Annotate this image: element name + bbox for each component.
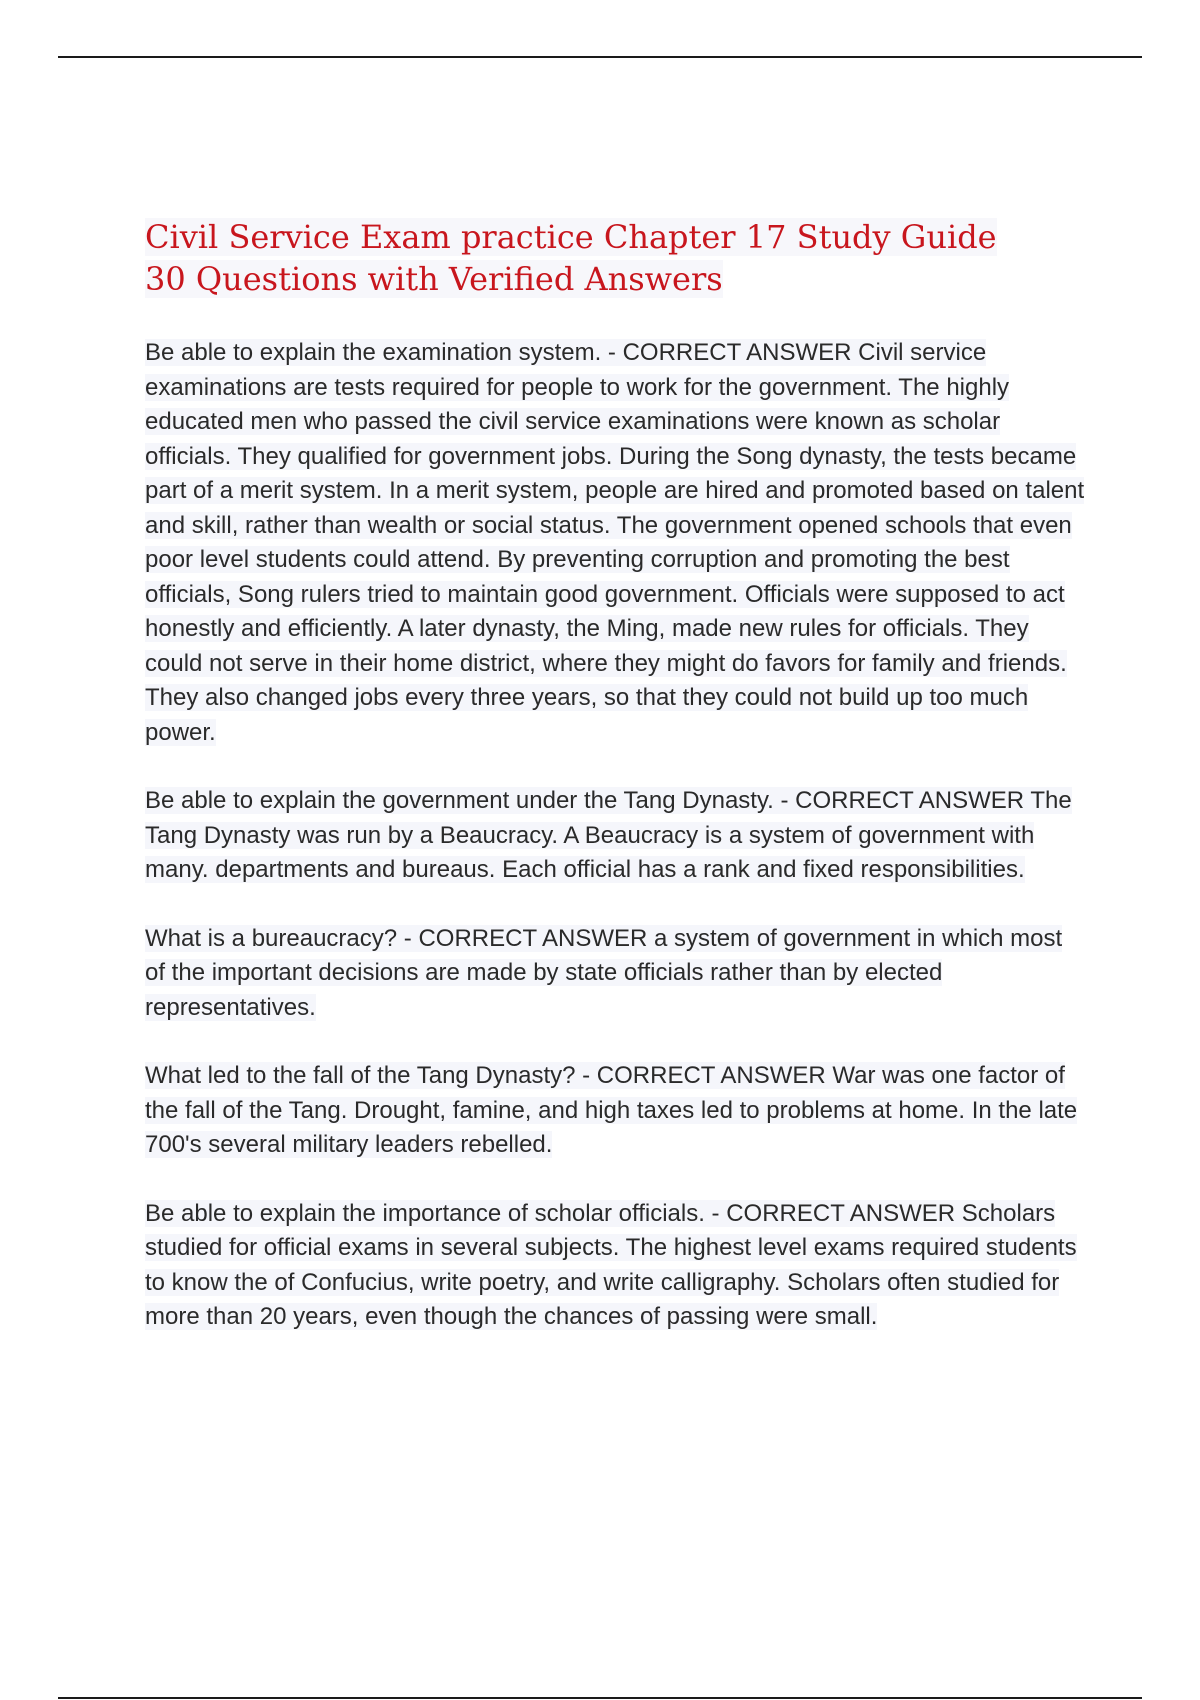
qa-entry-bureaucracy [145, 922, 1085, 1026]
bottom-rule [58, 1697, 1142, 1699]
qa-text: Be able to explain the importance of scholar officials. - CORRECT ANSWER Scholars studied for official exams in several subjects. The highest level exams required students to know the of Confucius, write poetry, and write calligraphy. Scholars often studied for more than 20 years, even though the chances of passing were small. [145, 1199, 1077, 1330]
qa-text: What led to the fall of the Tang Dynasty? - CORRECT ANSWER War was one factor of the fall of the Tang. Drought, famine, and high taxes led to problems at home. In the late 700's several military leaders rebelled. [145, 1062, 1078, 1158]
qa-entry-scholar-officials [145, 1197, 1085, 1335]
qa-entry-fall-of-tang [145, 1059, 1085, 1163]
document-body [145, 216, 1085, 1369]
qa-entry-tang-government [145, 784, 1085, 888]
qa-text: Be able to explain the examination system. - CORRECT ANSWER Civil service examinations are tests required for people to work for the government. The highly educated men who passed the civil service examinations were known as scholar officials. They qualified for government jobs. During the Song dynasty, the tests became part of a merit system. In a merit system, people are hired and promoted based on talent and skill, rather than wealth or social status. The government opened schools that even poor level students could attend. By preventing corruption and promoting the best officials, Song rulers tried to maintain good government. Officials were supposed to act honestly and efficiently. A later dynasty, the Ming, made new rules for officials. They could not serve in their home district, where they might do favors for family and friends. They also changed jobs every three years, so that they could not build up too much power. [145, 339, 1085, 746]
qa-entry-examination-system [145, 336, 1085, 750]
qa-text: Be able to explain the government under the Tang Dynasty. - CORRECT ANSWER The Tang Dynasty was run by a Beaucracy. A Beaucracy is a system of government with many. departments and bureaus. Each official has a rank and fixed responsibilities. [145, 787, 1072, 883]
top-rule [58, 56, 1142, 58]
qa-text: What is a bureaucracy? - CORRECT ANSWER a system of government in which most of the important decisions are made by state officials rather than by elected representatives. [145, 924, 1063, 1021]
title-block [145, 216, 1005, 300]
document-title: Civil Service Exam practice Chapter 17 Study Guide 30 Questions with Verified Answers [145, 218, 997, 298]
